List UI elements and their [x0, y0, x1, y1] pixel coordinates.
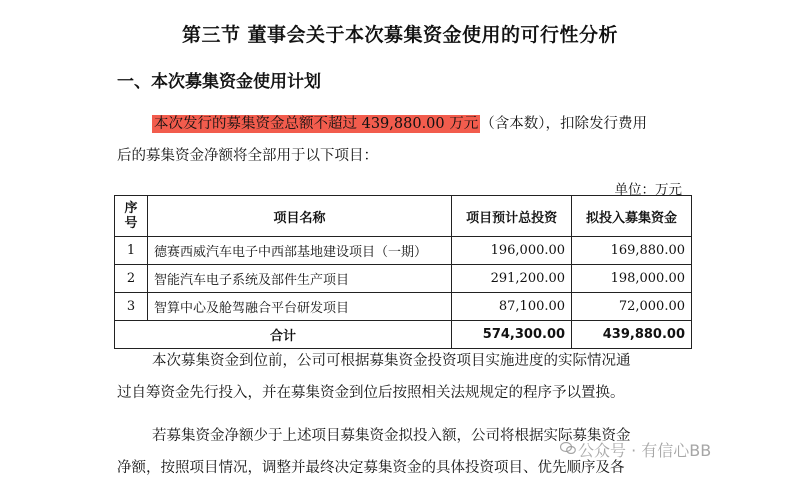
watermark: 公众号 · 有信心BB — [578, 441, 712, 460]
cell-name: 智能汽车电子系统及部件生产项目 — [147, 265, 451, 293]
cell-raise: 169,880.00 — [572, 237, 692, 265]
table-row — [115, 237, 692, 265]
cell-total: 291,200.00 — [452, 265, 572, 293]
project-table — [114, 195, 692, 349]
cell-name: 德赛西威汽车电子中西部基地建设项目（一期） — [147, 237, 451, 265]
wechat-icon — [560, 442, 576, 454]
total-label: 合计 — [115, 321, 452, 349]
header-raise: 拟投入募集资金 — [572, 196, 692, 237]
cell-total: 196,000.00 — [452, 237, 572, 265]
para2-line-1: 本次募集资金到位前，公司可根据募集资金投资项目实施进度的实际情况通 — [152, 353, 631, 369]
cell-total: 87,100.00 — [452, 293, 572, 321]
intro-line-2: 后的募集资金净额将全部用于以下项目： — [117, 148, 378, 164]
sub-title: 一、本次募集资金使用计划 — [117, 72, 321, 92]
cell-raise: 72,000.00 — [572, 293, 692, 321]
highlighted-amount: 本次发行的募集资金总额不超过 439,880.00 万元 — [154, 116, 479, 132]
section-title: 第三节 董事会关于本次募集资金使用的可行性分析 — [181, 24, 619, 46]
cell-seq: 2 — [115, 265, 148, 293]
table-row — [115, 293, 692, 321]
header-total: 项目预计总投资 — [452, 196, 572, 237]
intro-rest: （含本数），扣除发行费用 — [480, 116, 647, 132]
total-raise: 439,880.00 — [572, 321, 692, 349]
header-name: 项目名称 — [147, 196, 451, 237]
header-seq: 序 号 — [115, 196, 148, 237]
table-header-row — [115, 196, 692, 237]
para2-line-2: 过自筹资金先行投入，并在募集资金到位后按照相关法规规定的程序予以置换。 — [117, 385, 625, 401]
para3-line-1: 若募集资金净额少于上述项目募集资金拟投入额，公司将根据实际募集资金 — [152, 428, 631, 444]
table-row — [115, 265, 692, 293]
cell-seq: 3 — [115, 293, 148, 321]
cell-name: 智算中心及舱驾融合平台研发项目 — [147, 293, 451, 321]
para3-line-2: 净额，按照项目情况，调整并最终决定募集资金的具体投资项目、优先顺序及各 — [117, 460, 625, 476]
intro-line-1 — [152, 108, 647, 141]
unit-label: 单位：万元 — [614, 182, 682, 198]
cell-raise: 198,000.00 — [572, 265, 692, 293]
total-total: 574,300.00 — [452, 321, 572, 349]
cell-seq: 1 — [115, 237, 148, 265]
